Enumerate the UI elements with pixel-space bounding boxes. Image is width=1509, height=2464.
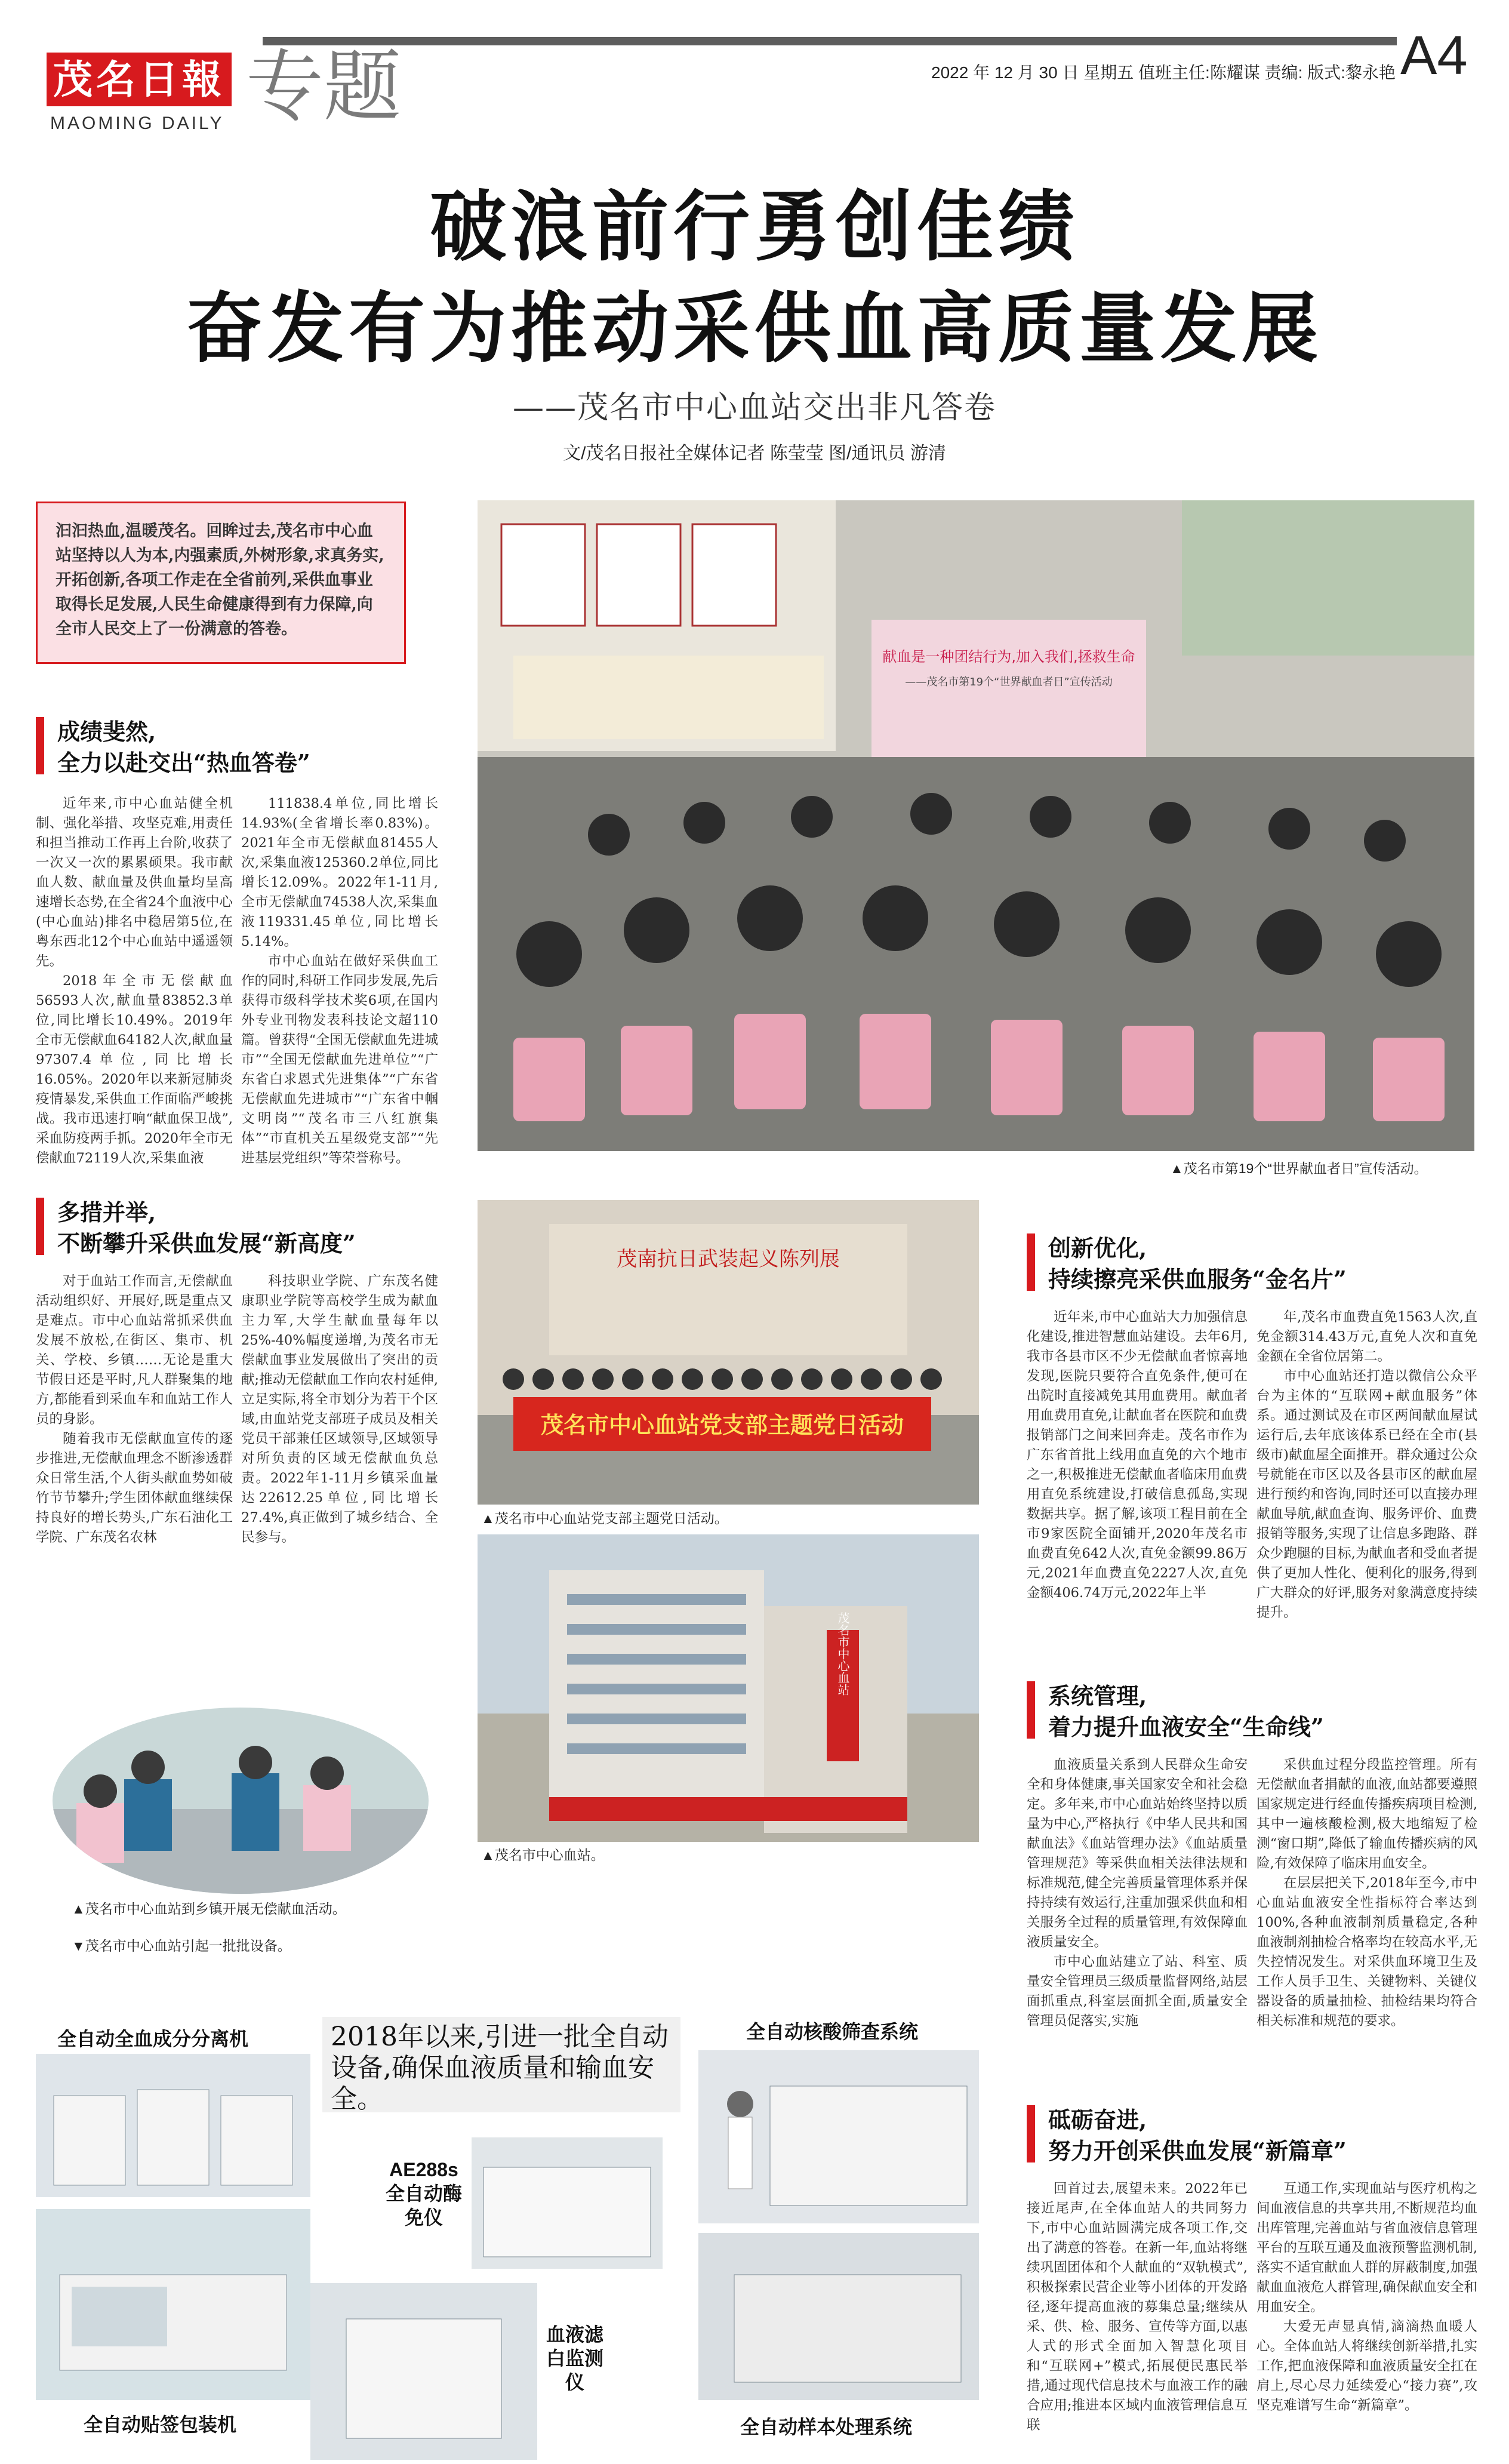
equipment-photo-elisa	[472, 2137, 663, 2269]
section-marker	[1027, 2105, 1035, 2162]
event-banner-line1: 献血是一种团结行为,加入我们,拯救生命	[882, 648, 1135, 665]
section-1-heading	[36, 713, 346, 779]
equipment-photo-leukocyte	[310, 2283, 537, 2460]
section-marker	[1027, 1681, 1035, 1739]
section-3-column-2: 年,茂名市血费直免1563人次,直免金额314.43万元,直免人次和直免金额在全省位居第二。 市中心血站还打造以微信公众平台为主体的“互联网+献血服务”体系。通过测试及在市区两间献血屋试运行后,去年底该体系已经在全市(县级市)献血屋全面推开。群众通过公众号就能在市区以及各县市区的献血屋进行预约和咨询,同时还可以直接办理献血导航,献血查询、服务评价、血费报销等服务,实现了让信息多跑路、群众少跑腿的目标,为献血者和受血者提供了更加人性化、便利化的服务,得到广大群众的好评,服务对象满意度持续提升。	[1257, 1309, 1477, 1620]
party-building-sign: 茂南抗日武装起义陈列展	[617, 1247, 840, 1271]
equipment-label-separator: 全自动全血成分分离机	[57, 2028, 249, 2050]
section-4-title-2: 着力提升血液安全“生命线”	[1048, 1714, 1324, 1740]
event-photo	[478, 500, 1474, 1151]
section-3-title-2: 持续擦亮采供血服务“金名片”	[1048, 1266, 1347, 1293]
section-4-heading	[1027, 1678, 1337, 1743]
section-1-column-1: 近年来,市中心血站健全机制、强化举措、攻坚克难,用责任和担当推动工作再上台阶,收获了一次又一次的累累硕果。我市献血人数、献血量及供血量均呈高速增长态势,在全省24个血液中心(中心血站)排名中稳居第5位,在粤东西北12个中心血站中遥遥领先。 2018年全市无偿献血56593人次,献血量83852.3单位,同比增长10.49%。2019年全市无偿献血64182人次,献血量97307.4单位,同比增长16.05%。2020年以来新冠肺炎疫情暴发,采供血工作面临严峻挑战。我市迅速打响“献血保卫战”,采血防疫两手抓。2020年全市无偿献血72119人次,采集血液	[36, 796, 233, 1166]
equipment-label-sample: 全自动样本处理系统	[740, 2416, 913, 2438]
section-1-column-2: 111838.4单位,同比增长14.93%(全省增长率0.83%)。2021年全市无偿献血81455人次,采集血液125360.2单位,同比增长12.09%。2022年1-11月,全市无偿献血74538人次,采集血液119331.45单位,同比增长5.14%。 市中心血站在做好采供血工作的同时,科研工作同步发展,先后获得市级科学技术奖6项,在国内外专业刊物发表科技论文超110篇。曾获得“全国无偿献血先进城市”“全国无偿献血先进单位”“广东省白求恩式先进集体”“广东省无偿献血先进城市”“广东省中帼文明岗”“茂名市三八红旗集体”“市直机关五星级党支部”“先进基层党组织”等荣誉称号。	[241, 796, 438, 1166]
section-marker	[36, 717, 44, 774]
section-5-title-1: 砥砺奋进,	[1048, 2106, 1147, 2133]
section-1-title-2: 全力以赴交出“热血答卷”	[57, 749, 310, 776]
masthead-english: MAOMING DAILY	[50, 113, 224, 133]
section-4-column-2: 采供血过程分段监控管理。所有无偿献血者捐献的血液,血站都要遵照国家规定进行经血传播疾病项目检测,其中一遍核酸检测,极大地缩短了检测“窗口期”,降低了输血传播疾病的风险,有效保障了临床用血安全。 在层层把关下,2018年至今,市中心血站血液安全性指标符合率达到100%,各种血液制剂质量稳定,各种血液制剂抽检合格率均在较高水平,无失控情况发生。对采供血环境卫生及工作人员手卫生、关键物料、关键仪器设备的质量抽检、抽检结果均符合相关标准和规范的要求。	[1257, 1757, 1477, 2029]
event-photo-caption: ▲茂名市第19个“世界献血者日”宣传活动。	[1170, 1161, 1428, 1176]
masthead-rule	[263, 37, 1397, 45]
section-2-column-1: 对于血站工作而言,无偿献血活动组织好、开展好,既是重点又是难点。市中心血站常抓采供血发展不放松,在街区、集市、机关、学校、乡镇……无论是重大节假日还是平时,凡人群聚集的地方,都能看到采血车和血站工作人员的身影。 随着我市无偿献血宣传的逐步推进,无偿献血理念不断渗透群众日常生活,个人街头献血势如破竹节节攀升;学生团体献血继续保持良好的增长势头,广东石油化工学院、广东茂名农林	[36, 1273, 233, 1545]
section-2-title-1: 多措并举,	[57, 1199, 156, 1226]
equipment-photo-labeler	[36, 2209, 310, 2400]
event-banner-line2: ——茂名市第19个“世界献血者日”宣传活动	[905, 676, 1113, 688]
building-photo	[478, 1534, 979, 1842]
party-photo	[478, 1200, 979, 1505]
headline-line-1: 破浪前行勇创佳绩	[429, 182, 1079, 272]
section-4-title-1: 系统管理,	[1048, 1682, 1147, 1709]
headline-line-2: 奋发有为推动采供血高质量发展	[186, 284, 1323, 373]
building-photo-caption: ▲茂名市中心血站。	[481, 1847, 605, 1863]
section-2-column-2: 科技职业学院、广东茂名健康职业学院等高校学生成为献血主力军,大学生献血量每年以25%-40%幅度递增,为茂名市无偿献血事业发展做出了突出的贡献;推动无偿献血工作向农村延伸,立足实际,将全市划分为若干个区域,由血站党支部班子成员及相关党员干部兼任区域领导,区域领导对所负责的区域无偿献血负总责。2022年1-11月乡镇采血量达22612.25单位,同比增长27.4%,真正做到了城乡结合、全民参与。	[241, 1273, 438, 1545]
page-number: A4	[1400, 25, 1468, 86]
dateline: 2022 年 12 月 30 日 星期五 值班主任:陈耀谋 责编: 版式:黎永艳	[931, 63, 1396, 82]
equipment-label-elisa: AE288s 全自动酶免仪	[385, 2159, 462, 2228]
section-marker	[36, 1198, 44, 1255]
equipment-photo-separator	[36, 2054, 310, 2197]
section-title: 专题	[246, 43, 402, 130]
byline: 文/茂名日报社全媒体记者 陈莹莹 图/通讯员 游清	[563, 444, 946, 463]
section-2-heading	[36, 1194, 356, 1260]
equipment-photo-sample	[698, 2233, 979, 2400]
subheadline: ——茂名市中心血站交出非凡答卷	[512, 390, 996, 426]
intro-box: 汩汩热血,温暖茂名。回眸过去,茂名市中心血站坚持以人为本,内强素质,外树形象,求真务实,开拓创新,各项工作走在全省前列,采供血事业取得长足发展,人民生命健康得到有力保障,向全市人民交上了一份满意的答卷。	[36, 502, 406, 664]
party-banner: 茂名市中心血站党支部主题党日活动	[540, 1411, 904, 1438]
section-5-column-1: 回首过去,展望未来。2022年已接近尾声,在全体血站人的共同努力下,市中心血站圆满完成各项工作,交出了满意的答卷。在新一年,血站将继续巩固团体和个人献血的“双轨模式”,积极探索民营企业等小团体的开发路径,逐年提高血液的募集总量;继续从采、供、检、服务、宣传等方面,以惠人式的形式全面加入智慧化项目和“互联网+”模式,拓展便民惠民举措,通过现代信息技术与血液工作的融合应用;推进本区域内血液管理信息互联	[1027, 2181, 1248, 2433]
donation-photo	[53, 1708, 429, 1894]
equipment-label-leukocyte: 血液滤白监测仪	[546, 2324, 603, 2393]
section-5-heading	[1027, 2102, 1347, 2167]
section-marker	[1027, 1233, 1035, 1291]
building-sign: 茂名市中心血站	[836, 1612, 850, 1696]
equipment-label-nucleic: 全自动核酸筛查系统	[746, 2021, 919, 2042]
section-1-title-1: 成绩斐然,	[57, 718, 156, 745]
party-photo-caption: ▲茂名市中心血站党支部主题党日活动。	[481, 1511, 728, 1526]
section-3-heading	[1027, 1230, 1347, 1296]
section-2-title-2: 不断攀升采供血发展“新高度”	[57, 1230, 356, 1257]
donation-photo-caption: ▲茂名市中心血站到乡镇开展无偿献血活动。	[72, 1901, 346, 1917]
section-3-title-1: 创新优化,	[1048, 1235, 1147, 1262]
section-3-column-1: 近年来,市中心血站大力加强信息化建设,推进智慧血站建设。去年6月,我市各县市区不少无偿献血者惊喜地发现,医院只要符合直免条件,便可在出院时直接减免其用血费用。献血者用血费用直免,让献血者在医院和血费报销部门之间来回奔走。茂名市作为广东省首批上线用血直免的六个地市之一,积极推进无偿献血者临床用血费用直免系统建设,打破信息孤岛,实现数据共享。据了解,该项工程目前在全市9家医院全面铺开,2020年茂名市血费直免642人次,直免金额99.86万元,2021年血费直免2227人次,直免金额406.74万元,2022年上半	[1027, 1309, 1248, 1601]
equipment-intro-caption: ▼茂名市中心血站引起一批批设备。	[72, 1938, 291, 1954]
equipment-callout: 2018年以来,引进一批全自动设备,确保血液质量和输血安全。	[322, 2017, 680, 2112]
section-4-column-1: 血液质量关系到人民群众生命安全和身体健康,事关国家安全和社会稳定。多年来,市中心血站始终坚持以质量为中心,严格执行《中华人民共和国献血法》《血站管理办法》《血站质量管理规范》等采供血相关法律法规和标准规范,健全完善质量管理体系并保持持续有效运行,注重加强采供血和相关服务全过程的质量管理,有效保障血液质量安全。 市中心血站建立了站、科室、质量安全管理员三级质量监督网络,站层面抓重点,科室层面抓全面,质量安全管理员促落实,实施	[1027, 1757, 1248, 2029]
equipment-label-labeler: 全自动贴签包装机	[84, 2414, 237, 2435]
masthead-logo: 茂名日報	[47, 53, 232, 106]
section-5-title-2: 努力开创采供血发展“新篇章”	[1048, 2137, 1347, 2164]
equipment-photo-nucleic	[698, 2050, 979, 2223]
section-5-column-2: 互通工作,实现血站与医疗机构之间血液信息的共享共用,不断规范均血出库管理,完善血站与省血液信息管理平台的互联互通及血液预警监测机制,落实不适宜献血人群的屏蔽制度,加强献血血液危人群管理,确保献血安全和用血安全。 大爱无声显真情,滴滴热血暖人心。全体血站人将继续创新举措,扎实工作,把血液保障和血液质量安全扛在肩上,尽心尽力延续爱心“接力赛”,攻坚克难谱写生命“新篇章”。	[1257, 2181, 1477, 2413]
